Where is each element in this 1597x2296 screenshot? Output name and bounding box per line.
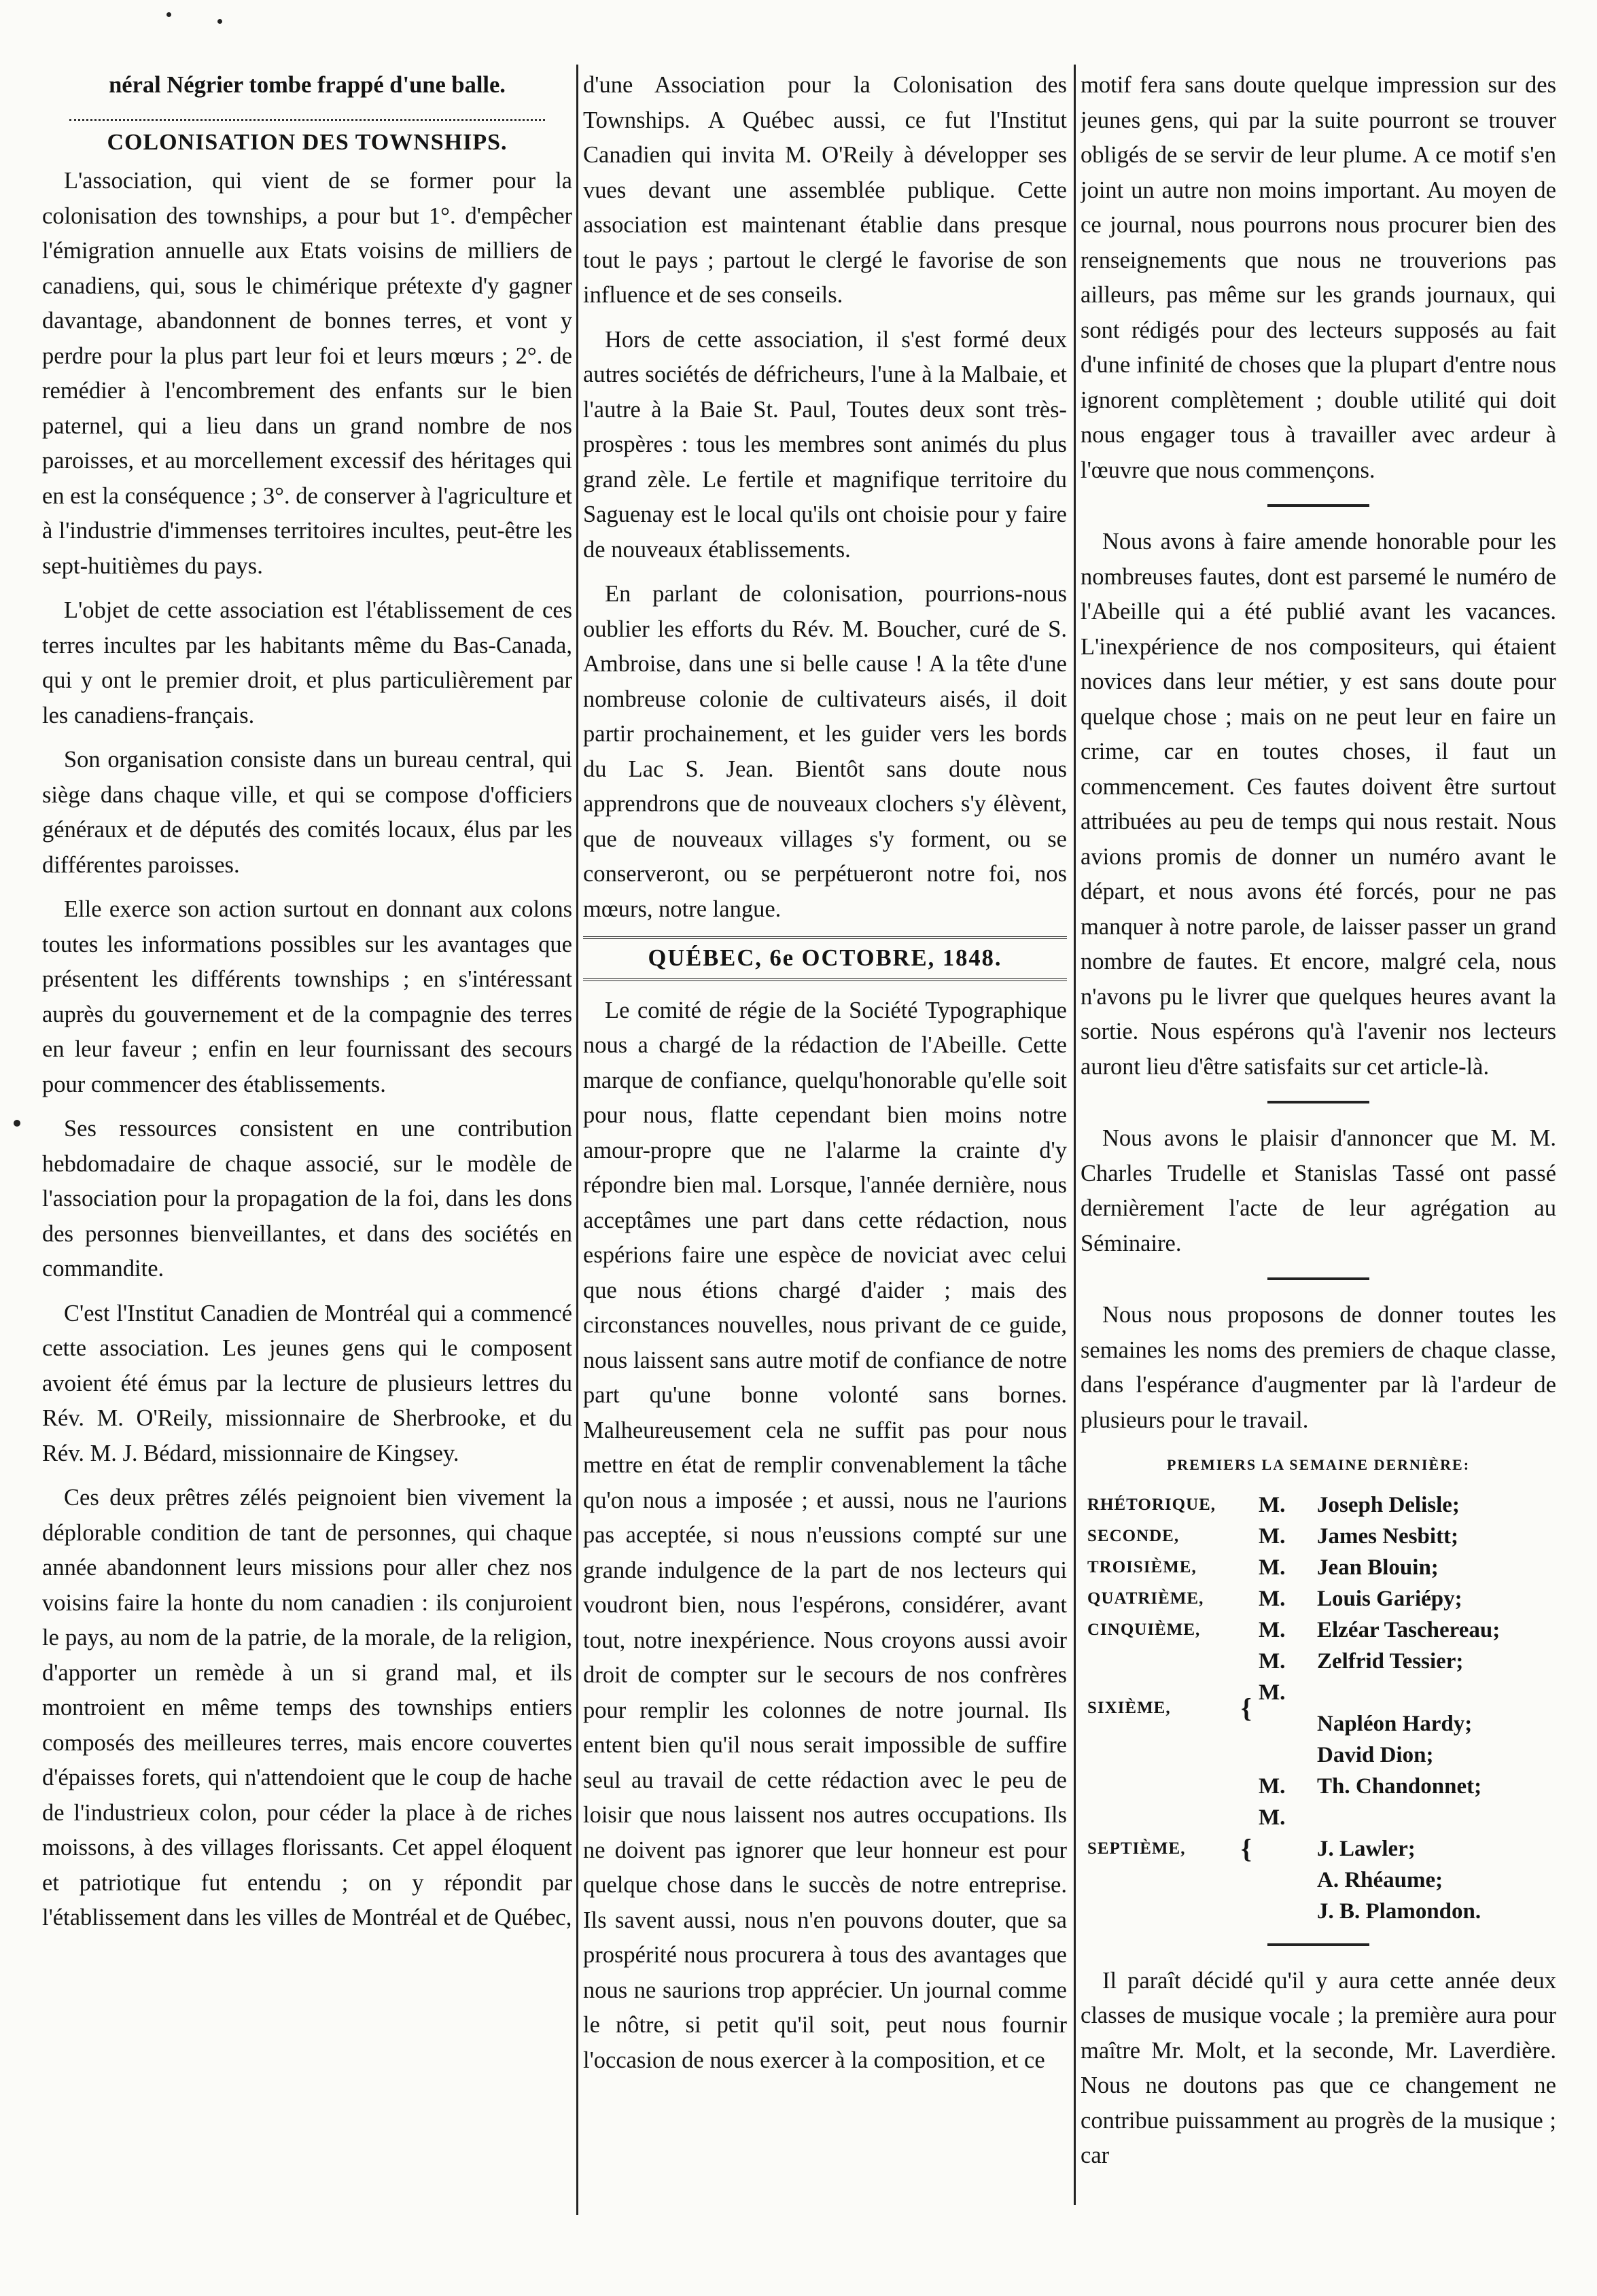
brace-glyph: { [1241, 1692, 1252, 1723]
class-name: SIXIÈME, [1087, 1698, 1171, 1717]
paragraph: Ses ressources consistent en une contribution hebdomadaire de chaque associé, sur le modèle de l'association pour la propagation de la foi, dans les dons des personnes bienveillantes, et dans des sociétés en commandite. [42, 1116, 572, 1282]
student-name: A. Rhéaume; [1317, 1867, 1443, 1892]
paragraph: L'objet de cette association est l'établissement de ces terres incultes par les habitants même du Bas-Canada, qui y ont le premier droit, et plus particulièrement par les canadiens-français. [42, 597, 572, 728]
honours-row [1087, 1489, 1556, 1521]
section-rule [1267, 1943, 1369, 1946]
class-name: TROISIÈME, [1087, 1557, 1197, 1576]
student-name: David Dion; [1317, 1742, 1434, 1767]
paragraph: Nous nous proposons de donner toutes les semaines les noms des premiers de chaque classe, dans l'espérance d'augmenter par là l'ardeur de plusieurs pour le travail. [1081, 1302, 1556, 1433]
honours-list-title: PREMIERS LA SEMAINE DERNIÈRE: [1166, 1456, 1471, 1473]
section-rule [1267, 1277, 1369, 1280]
paragraph: d'une Association pour la Colonisation des Townships. A Québec aussi, ce fut l'Institut Canadien qui invita M. O'Reily à développer ses vues devant une assemblée publique. Cette association est maintenant établie dans presque tout le pays ; partout le clergé le favorise de son influence et de ses conseils. [583, 72, 1067, 308]
honours-row [1087, 1614, 1556, 1646]
class-name: SEPTIÈME, [1087, 1839, 1186, 1858]
paragraph: Ces deux prêtres zélés peignoient bien vivement la déplorable condition de tant de personnes, qui chaque année abandonnent leurs missions pour aller chez nos voisins faire la honte du nom canadien : ils conjuroient le pays, au nom de la patrie, de la morale, de la religion, d'apporter un remède à un si grand mal, et ils montroient en même temps des townships entiers composés des meilleures terres, mais encore couvertes d'épaisses forets, qui n'attendoient que le coup de hache de l'industrieux colon, pour céder la place à de riches moissons, à des villages florissants. Cet appel éloquent et patriotique fut entendu ; on y répondit par l'établissement dans les villes de Montréal et de Québec, [42, 1485, 572, 1930]
class-name: QUATRIÈME, [1087, 1589, 1204, 1608]
column-1 [42, 68, 572, 2256]
honours-row [1087, 1771, 1556, 1833]
paragraph: Son organisation consiste dans un bureau central, qui siège dans chaque ville, et qui se compose d'officiers généraux et de députés des comités locaux, élus par les différentes paroisses. [42, 747, 572, 878]
class-name: RHÉTORIQUE, [1087, 1495, 1216, 1514]
paragraph: Le comité de régie de la Société Typographique nous a chargé de la rédaction de l'Abeille. Cette marque de confiance, quelqu'honorable qu'elle soit pour nous, flatte cependant bien moins notre amour-propre que ne l'alarme la crainte d'y répondre bien mal. Lorsque, l'année dernière, nous acceptâmes une part dans cette rédaction, nous espérions faire une espèce de noviciat avec celui que nous étions chargé d'aider ; mais des circonstances nouvelles, nous privant de ce guide, nous laissent sans autre motif de confiance de notre part qu'une bonne volonté sans bornes. Malheureusement cela ne suffit pas pour nous mettre en état de remplir convenablement la tâche qu'on nous a imposée ; et aussi, nous ne l'aurions pas acceptée, si nous n'eussions compté sur une grande indulgence de la part de nos lecteurs qui voudront bien, nous l'espérons, considérer, avant tout, notre inexpérience. Nous croyons aussi avoir droit de compter sur le secours de nos confrères pour remplir les colonnes de notre journal. Ils entent bien qu'il nous serait impossible de suffire seul au travail de cette rédaction avec le peu de loisir que nous laissent nos autres occupations. Ils ne doivent pas ignorer que leur honneur est pour quelque chose dans le succès de notre entreprise. Ils savent aussi, nous n'en pouvons douter, que sa prospérité nous procurera à tous des avantages que nous ne saurions trop apprécier. Un journal comme le nôtre, si petit qu'il soit, peut nous fournir l'occasion de nous exercer à la composition, et ce [583, 997, 1067, 2073]
student-name: J. Lawler; [1317, 1836, 1416, 1861]
column-rule [1074, 65, 1076, 2205]
ornamental-rule [69, 113, 545, 121]
honorific: M. M. [1259, 1648, 1286, 1705]
honorific: M. [1259, 1586, 1286, 1611]
honours-row [1087, 1583, 1556, 1614]
honorific: M. [1259, 1523, 1286, 1549]
class-name: CINQUIÈME, [1087, 1620, 1201, 1639]
paragraph: C'est l'Institut Canadien de Montréal qui a commencé cette association. Les jeunes gens qui le composent avoient été émus par la lecture de plusieurs lettres du Rév. M. O'Reily, missionnaire de Sherbrooke, et du Rév. M. J. Bédard, missionnaire de Kingsey. [42, 1300, 572, 1466]
honours-row [1087, 1646, 1556, 1708]
student-name: Napléon Hardy; [1317, 1711, 1473, 1736]
student-name: James Nesbitt; [1317, 1523, 1459, 1549]
print-speck [217, 19, 222, 24]
column-3 [1081, 68, 1556, 2256]
paragraph: En parlant de colonisation, pourrions-nous oublier les efforts du Rév. M. Boucher, curé de S. Ambroise, dans une si belle cause ! A la tête d'une nombreuse colonie de cultivateurs aisés, il doit partir prochainement, et les guider vers les bords du Lac S. Jean. Bientôt sans doute nous apprendrons que de nouveaux clochers s'y élèvent, que de nouveaux villages s'y forment, ou se conserveront, ou se perpétueront notre foi, nos mœurs, notre langue. [583, 581, 1067, 922]
class-name: SECONDE, [1087, 1526, 1180, 1545]
paragraph: Elle exerce son action surtout en donnant aux colons toutes les informations possibles sur les avantages que présentent les différents townships ; en s'intéressant auprès du gouvernement et de la compagnie des terres en leur faveur ; enfin en leur fournissant des secours pour commencer des établissements. [42, 896, 572, 1097]
paragraph: Il paraît décidé qu'il y aura cette année deux classes de musique vocale ; la première aura pour maître Mr. Molt, et la seconde, Mr. Laverdière. Nous ne doutons pas que ce changement ne contribue puissamment au progrès de la musique ; car [1081, 1967, 1556, 2168]
brace-glyph: { [1241, 1833, 1252, 1864]
honorific: M. M. [1259, 1773, 1286, 1830]
article-heading: COLONISATION DES TOWNSHIPS. [107, 129, 508, 155]
print-speck [166, 12, 171, 17]
student-name: Th. Chandonnet; [1317, 1773, 1482, 1799]
paragraph: Nous avons à faire amende honorable pour les nombreuses fautes, dont est parsemé le numéro de l'Abeille qui a été publié avant les vacances. L'inexpérience de nos compositeurs, qui étaient novices dans leur métier, y est sans doute pour quelque chose ; mais on ne peut leur en faire un crime, car en toutes choses, il faut un commencement. Ces fautes doivent être surtout attribuées au peu de temps qui nous restait. Nous avions promis de donner un numéro avant le départ, et nous avons été forcés, pour ne pas manquer à notre parole, de laisser passer un grand nombre de fautes. Et encore, malgré cela, nous n'avons pu le livrer que quelques heures avant la sortie. Nous espérons qu'à l'avenir nos lecteurs auront lieu d'être satisfaits sur cet article-là. [1081, 529, 1556, 1080]
opening-line: néral Négrier tombe frappé d'une balle. [109, 72, 506, 98]
student-name: J. B. Plamondon. [1317, 1898, 1481, 1924]
paragraph: motif fera sans doute quelque impression sur des jeunes gens, qui par la suite pourront se trouver obligés de se servir de leur plume. A ce motif s'en joint un autre non moins important. Au moyen de ce journal, nous pourrons nous procurer bien des renseignements que nous ne trouverions pas ailleurs, pas même sur les grands journaux, qui sont rédigés pour des lecteurs supposés au fait d'une infinité de choses que la plupart d'entre nous ignorent complètement ; double utilité qui doit nous engager tous à travailler avec ardeur à l'œuvre que nous commençons. [1081, 72, 1556, 483]
paragraph: L'association, qui vient de se former pour la colonisation des townships, a pour but 1°. d'empêcher l'émigration annuelle aux Etats voisins de milliers de canadiens, qui, sous le chimérique prétexte d'y gagner davantage, abandonnent de bonnes terres, et vont y perdre pour la plus part leur foi et leurs mœurs ; 2°. de remédier à l'encombrement des enfants sur le bien paternel, qui a lieu dans un grand nombre de nos paroisses, et au morcellement excessif des héritages qui en est la conséquence ; 3°. de conserver à l'agriculture et à l'industrie d'immenses territoires incultes, peut-être les sept-huitièmes du pays. [42, 168, 572, 579]
section-rule [1267, 1101, 1369, 1103]
honorific: M. [1259, 1492, 1286, 1517]
student-name: Jean Blouin; [1317, 1555, 1439, 1580]
paragraph: Nous avons le plaisir d'annoncer que M. M. Charles Trudelle et Stanislas Tassé ont passé dernièrement l'acte de leur agrégation au Séminaire. [1081, 1125, 1556, 1256]
honorific: M. [1259, 1617, 1286, 1642]
margin-bullet [14, 1120, 20, 1127]
honours-row [1087, 1552, 1556, 1583]
dateline: QUÉBEC, 6e OCTOBRE, 1848. [583, 936, 1067, 981]
student-name: Zelfrid Tessier; [1317, 1648, 1464, 1674]
student-name: Louis Gariépy; [1317, 1586, 1462, 1611]
honours-row [1087, 1521, 1556, 1552]
column-rule [576, 65, 578, 2215]
honorific: M. [1259, 1555, 1286, 1580]
column-2 [583, 68, 1067, 2256]
paragraph: Hors de cette association, il s'est formé deux autres sociétés de défricheurs, l'une à la Malbaie, et l'autre à la Baie St. Paul, Toutes deux sont très-prospères : tous les membres sont animés du plus grand zèle. Le fertile et magnifique territoire du Saguenay est le local qu'ils ont choisie pour y faire de nouveaux établissements. [583, 326, 1067, 563]
student-name: Elzéar Taschereau; [1317, 1617, 1501, 1642]
honours-table [1087, 1489, 1556, 1927]
student-name: Joseph Delisle; [1317, 1492, 1460, 1517]
section-rule [1267, 504, 1369, 507]
